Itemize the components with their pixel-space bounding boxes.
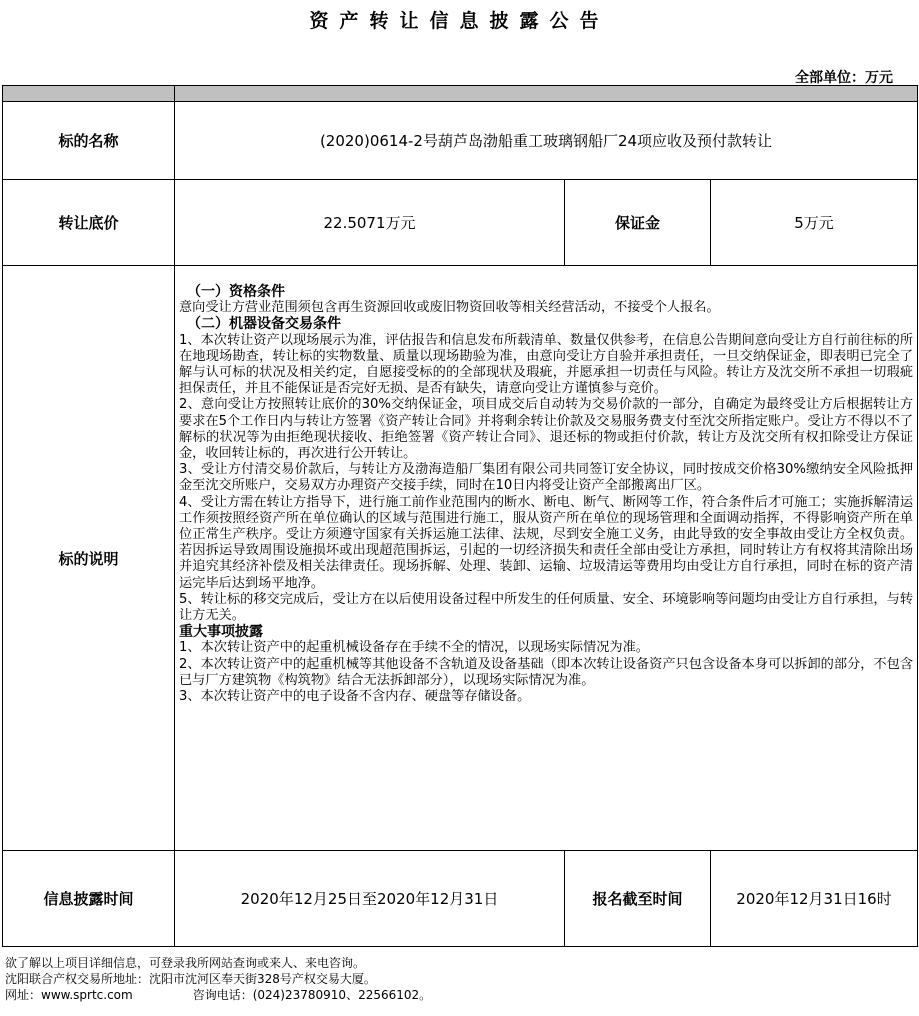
deposit-value: 5万元 xyxy=(711,180,918,266)
footer-address: 沈阳联合产权交易所地址：沈阳市沈河区奉天街328号产权交易大厦。 xyxy=(5,972,376,986)
equipment-item: 5、转让标的移交完成后，受让方在以后使用设备过程中所发生的任何质量、安全、环境影响等问题均由受让方自行承担，与转让方无关。 xyxy=(179,591,914,624)
info-table xyxy=(2,85,918,947)
qualification-text: 意向受让方营业范围须包含再生资源回收或废旧物资回收等相关经营活动，不接受个人报名。 xyxy=(179,300,720,316)
name-label: 标的名称 xyxy=(3,102,175,180)
major-matters-item: 3、本次转让资产中的电子设备不含内存、硬盘等存储设备。 xyxy=(179,689,531,705)
equipment-item: 2、意向受让方按照转让底价的30%交纳保证金，项目成交后自动转为交易价款的一部分，自确定为最终受让方后根据转让方要求在5个工作日内与转让方签署《资产转让合同》并将剩余转让价款及交易服务费支付至沈交所指定账户。受让方不得以不了解标的状况等为由拒绝现状接收、拒绝签署《资产转让合同》、退还标的物或拒付价款，转让方及沈交所有权扣除受让方保证金，收回转让标的，再次进行公开转让。 xyxy=(179,397,914,462)
qualification-heading: （一）资格条件 xyxy=(187,284,285,300)
description-body xyxy=(175,266,917,705)
deadline-value: 2020年12月31日16时 xyxy=(711,851,918,947)
page-title: 资产转让信息披露公告 xyxy=(309,10,610,32)
description-label: 标的说明 xyxy=(3,266,175,851)
major-matters-heading: 重大事项披露 xyxy=(179,624,263,641)
description-row xyxy=(3,266,918,851)
footer-website: 网址：www.sprtc.com xyxy=(5,988,133,1002)
price-value: 22.5071万元 xyxy=(175,180,565,266)
equipment-item: 3、受让方付清交易价款后，与转让方及渤海造船厂集团有限公司共同签订安全协议，同时按成交价格30%缴纳安全风险抵押金至沈交所账户，交易双方办理资产交接手续，同时在10日内将受让资产全部搬离出厂区。 xyxy=(179,462,914,494)
equipment-heading: （二）机器设备交易条件 xyxy=(187,316,341,333)
major-matters-item: 2、本次转让资产中的起重机械等其他设备不含轨道及设备基础（即本次转让设备资产只包含设备本身可以拆卸的部分，不包含已与厂方建筑物《构筑物》结合无法拆卸部分），以现场实际情况为准。 xyxy=(179,656,914,688)
name-row xyxy=(3,102,918,180)
footer-phone: 咨询电话：(024)23780910、22566102。 xyxy=(192,988,432,1002)
header-cell xyxy=(175,86,918,102)
period-value: 2020年12月25日至2020年12月31日 xyxy=(175,851,565,947)
header-cell xyxy=(3,86,175,102)
table-header-row xyxy=(3,86,918,102)
period-label: 信息披露时间 xyxy=(3,851,175,947)
major-matters-item: 1、本次转让资产中的起重机械设备存在手续不全的情况，以现场实际情况为准。 xyxy=(179,640,649,656)
equipment-item: 1、本次转让资产以现场展示为准，评估报告和信息发布所载清单、数量仅供参考，在信息公告期间意向受让方自行前往标的所在地现场勘查，转让标的实物数量、质量以现场勘验为准，由意向受让方自验并承担责任，一旦交纳保证金，即表明已完全了解与认可标的状况及相关约定，自愿接受标的的全部现状及瑕疵，并愿承担一切责任与风险。转让方及沈交所不承担一切瑕疵担保责任，并且不能保证是否完好无损、是否有缺失，请意向受让方谨慎参与竞价。 xyxy=(179,332,914,397)
unit-note: 全部单位：万元 xyxy=(795,70,893,86)
equipment-item: 4、受让方需在转让方指导下，进行施工前作业范围内的断水、断电、断气、断网等工作，符合条件后才可施工；实施拆解清运工作须按照经资产所在单位确认的区域与范围进行施工，服从资产所在单位的现场管理和全面调动指挥，不得影响资产所在单位正常生产秩序。受让方须遵守国家有关拆运施工法律、法规，尽到安全施工义务，由此导致的安全事故由受让方全权负责。若因拆运导致周围设施损坏或出现超范围拆运，引起的一切经济损失和责任全部由受让方承担，同时转让方有权将其清除出场并追究其经济补偿及相关法律责任。现场拆解、处理、装卸、运输、垃圾清运等费用均由受让方自行承担，同时在标的资产清运完毕后达到场平地净。 xyxy=(179,494,914,591)
footer-contact xyxy=(5,987,431,1003)
description-cell xyxy=(175,266,918,851)
footer xyxy=(5,955,431,1003)
deadline-label: 报名截至时间 xyxy=(565,851,711,947)
period-row xyxy=(3,851,918,947)
price-label: 转让底价 xyxy=(3,180,175,266)
name-value: (2020)0614-2号葫芦岛渤船重工玻璃钢船厂24项应收及预付款转让 xyxy=(175,102,918,180)
footer-inquiry: 欲了解以上项目详细信息，可登录我所网站查询或来人、来电咨询。 xyxy=(5,956,366,970)
deposit-label: 保证金 xyxy=(565,180,711,266)
price-row xyxy=(3,180,918,266)
